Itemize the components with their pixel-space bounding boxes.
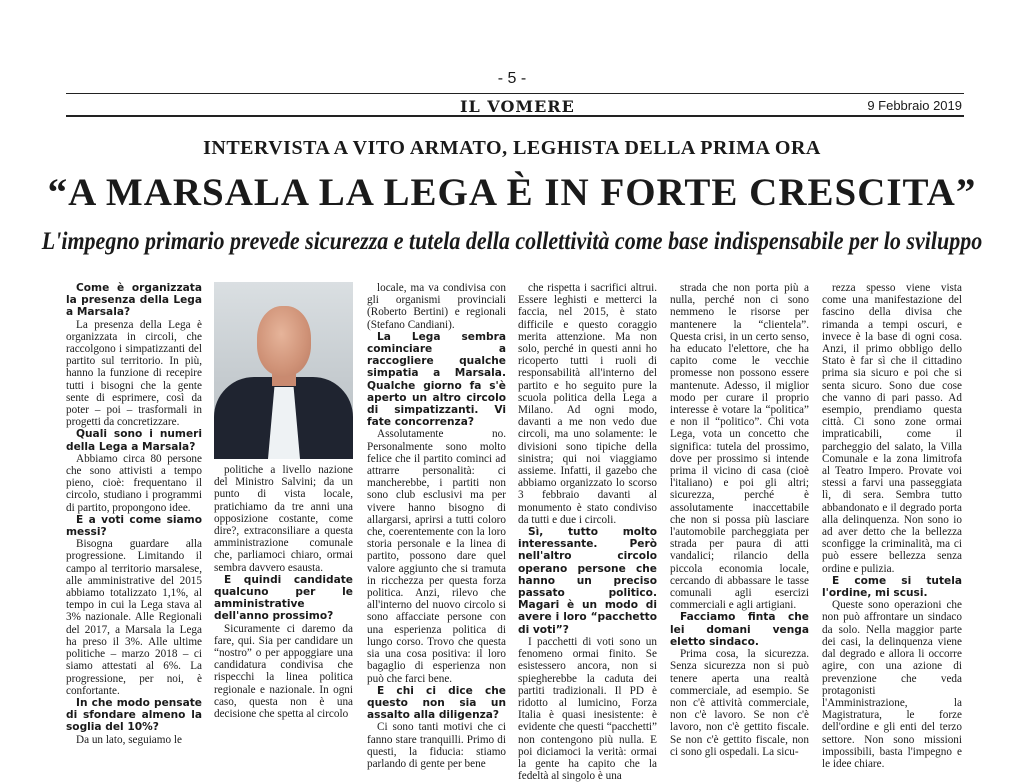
interview-question: Facciamo finta che lei domani venga eletto sindaco. — [670, 611, 809, 648]
interview-question: E a voti come siamo messi? — [66, 513, 202, 539]
interview-answer: Ci sono tanti motivi che ci fanno stare tranquilli. Primo di questi, la fiducia: stiamo parlando di gente per bene — [367, 721, 506, 770]
article-kicker: INTERVISTA A VITO ARMATO, LEGHISTA DELLA PRIMA ORA — [203, 137, 821, 159]
header-rule-top — [66, 93, 964, 94]
interview-question: E come si tutela l'ordine, mi scusi. — [822, 574, 962, 600]
interview-answer: Abbiamo circa 80 persone che sono attivisti a tempo pieno, cioè: frequentano il circolo, studiano i programmi di partito, propongono idee. — [66, 452, 202, 514]
interview-question: Quali sono i numeri della Lega a Marsala? — [66, 428, 202, 453]
photo-head — [257, 306, 311, 376]
interview-answer: politiche a livello nazione del Ministro Salvini; da un punto di vista locale, pratichiamo da tre anni una opposizione costante, come dire?, extraconsiliare a questa amministrazione comunale che, parliamoci chiaro, ormai sembra davvero esausta. — [214, 464, 353, 574]
interview-answer: Queste sono operazioni che non può affrontare un sindaco da solo. Nella maggior parte dei casi, la delinquenza viene dal degrado e allora li occorre agire, con una azione di prevenzione che veda protagonisti l'Amministrazione, la Magistratura, le forze dell'ordine e gli enti del terzo settore. Non sono missioni impossibili, basta l'impegno e le idee chiare. — [822, 599, 962, 770]
article-column-6 — [822, 282, 962, 770]
article-headline: “A MARSALA LA LEGA È IN FORTE CRESCITA” — [47, 171, 977, 214]
interview-question: E chi ci dice che questo non sia un assalto alla diligenza? — [367, 684, 506, 722]
header-rule-bottom — [66, 115, 964, 117]
masthead: IL VOMERE — [460, 97, 575, 116]
article-column-2 — [214, 464, 353, 721]
page-number: - 5 - — [497, 70, 527, 87]
interview-answer: locale, ma va condivisa con gli organismi provinciali (Roberto Bertini) e regionali (Stefano Candiani). — [367, 282, 506, 331]
interview-question: In che modo pensate di sfondare almeno la soglia del 10%? — [66, 696, 202, 734]
interview-answer: che rispetta i sacrifici altrui. Essere leghisti e metterci la faccia, nel 2015, è stato difficile e questo coraggio merita attenzione. Ma non solo, perché in questi anni ho ricoperto tutti i ruoli di responsabilità all'interno del partito e ho seguito pure la scuola politica della Lega a Milano. Ad ogni modo, davanti a me non vedo due circoli, ma uno solamente: le divisioni sono tipiche della sinistra; qui noi viaggiamo assieme. Infatti, il gazebo che abbiamo organizzato lo scorso 3 febbraio davanti al monumento è stato condiviso da tutti e due i circoli. — [518, 282, 657, 526]
article-column-4 — [518, 282, 657, 782]
article-column-1 — [66, 282, 202, 746]
interview-answer: Prima cosa, la sicurezza. Senza sicurezza non si può tenere aperta una realtà commerciale, ad esempio. Se non c'è attività commerciale, non c'è lavoro. Se non c'è lavoro, non c'è gettito fiscale. Se non c'è gettito fiscale, non ci sono gli ospedali. La sicu- — [670, 648, 809, 758]
interview-question: Sì, tutto molto interessante. Però nell'altro circolo operano persone che hanno un preciso passato politico. Magari è un modo di avere i loro “pacchetto di voti”? — [518, 526, 657, 636]
article-column-5 — [670, 282, 809, 758]
interview-question: E quindi candidate qualcuno per le amministrative dell'anno prossimo? — [214, 573, 353, 623]
interview-answer: La presenza della Lega è organizzata in circoli, che raccolgono i simpatizzanti del partito sul territorio. In più, hanno la funzione di recepire tutti i bisogni che la gente sente di esprimere, così da poter – poi – trasformali in progetti da concretizzare. — [66, 318, 202, 429]
interview-answer: Da un lato, seguiamo le — [76, 733, 182, 746]
issue-date: 9 Febbraio 2019 — [867, 98, 962, 113]
portrait-photo — [214, 282, 353, 459]
interview-answer: I pacchetti di voti sono un fenomeno ormai finito. Se esistessero ancora, non si spiegherebbe la caduta dei partiti tradizionali. Il PD è ridotto al lumicino, Forza Italia è quasi inesistente: è evidente che questi “pacchetti” non contengono più nulla. E poi diciamoci la verità: ormai la gente ha capito che la fedeltà al singolo è una — [518, 635, 657, 782]
interview-answer: Sicuramente ci daremo da fare, qui. Sia per candidare un “nostro” o per appoggiare una candidatura condivisa che rispecchi la linea politica regionale e nazionale. In ogni caso, questa non è una decisione che spetta al circolo — [214, 622, 353, 721]
interview-question: Come è organizzata la presenza della Lega a Marsala? — [66, 282, 202, 319]
interview-answer: rezza spesso viene vista come una manifestazione del fascino della divisa che rimanda a tempi oscuri, e invece è la base di ogni cosa. Anzi, il primo obbligo dello Stato è far sì che il cittadino prima sia sicuro e poi che si senta sicuro. Sono due cose che vanno di pari passo. Ad esempio, prendiamo questa città. Ci sono zone ormai impraticabili, come il parcheggio del salato, la Villa Comunale e la zona limitrofa al Teatro Impero. Provate voi stessi a farvi una passeggiata lì, di sera. Sembra tutto abbandonato e il degrado porta alla delinquenza. Non sono io ad aver detto che la bellezza sconfigge la criminalità, ma ci può essere bellezza senza ordine e pulizia. — [822, 282, 962, 575]
article-subhead: L'impegno primario prevede sicurezza e tutela della collettività come base indispensabile per lo sviluppo — [41, 226, 983, 255]
interview-answer: Bisogna guardare alla progressione. Limitando il campo al territorio marsalese, alle amministrative del 2015 abbiamo totalizzato 1,1%, al tempo in cui la Lega stava al 3% nazionale. Alle Regionali del 2017, a Marsala la Lega ha preso il 3%. Alle ultime politiche – marzo 2018 – ci siamo attestati al 6%. La progressione, per noi, è confortante. — [66, 538, 202, 697]
interview-question: La Lega sembra cominciare a raccogliere qualche simpatia a Marsala. Qualche giorno fa s'è aperto un altro circolo di simpatizzanti. Vi fate concorrenza? — [367, 330, 506, 429]
interview-answer: Assolutamente no. Personalmente sono molto felice che il partito cominci ad attrarre personalità: ci mancherebbe, i partiti non sono club esclusivi ma per vivere hanno bisogno di allargarsi, aprirsi a tutti coloro che, coerentemente con la loro storia personale e la linea di partito, possono dare quel valore aggiunto che si tramuta in ricchezza per questa forza politica. Anzi, rilevo che all'interno del nuovo circolo si sono affacciate persone con una esperienza politica di lungo corso. Trovo che questa sia una cosa positiva: il loro bagaglio di esperienza non può che farci bene. — [367, 428, 506, 685]
article-column-3 — [367, 282, 506, 770]
interview-answer: strada che non porta più a nulla, perché non ci sono nemmeno le risorse per mantenere la “clientela”. Questa crisi, in un certo senso, ha educato l'elettore, che ha capito come le vecchie promesse non possono essere mantenute. Adesso, il miglior modo per curare il proprio interesse è votare la “politica” e non il “politico”. Chi vota Lega, vota un concetto che significa: tutela del prossimo, dove per prossimo si intende prima il vicino di casa (cioè l'italiano) e poi gli altri; sicurezza, perché è assolutamente inaccettabile che non si possa più lasciare l'automobile parcheggiata per strada per paura di atti vandalici; rilancio della piccola economia locale, cercando di abbassare le tasse comunali agli esercizi commerciali e agli artigiani. — [670, 282, 809, 612]
